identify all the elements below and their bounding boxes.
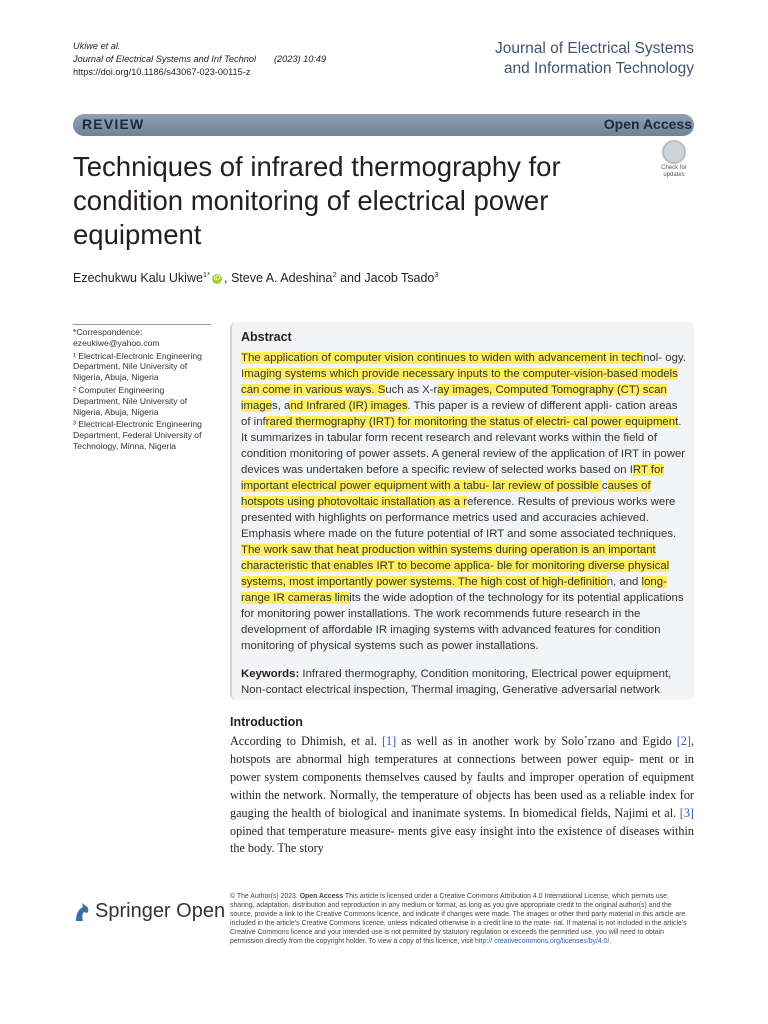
highlight: ay images, Computed Tomography (CT) scan image	[241, 384, 667, 412]
affiliation-2: ² Computer Engineering Department, Nile University of Nigeria, Abuja, Nigeria	[73, 384, 188, 417]
highlight: maging systems which provide necessary inputs to the computer-vision-based models can come in various ways. S	[241, 368, 678, 396]
correspondence-label: *Correspondence:	[73, 327, 143, 337]
keywords-label: Keywords:	[241, 668, 300, 680]
article-type-band	[73, 114, 694, 136]
highlight: The application of computer vision continues to widen with advancement in tech	[241, 352, 644, 364]
license-link[interactable]: http:// creativecommons.org/licenses/by/4.0/	[474, 938, 610, 946]
citation-link[interactable]: [1]	[381, 734, 397, 748]
check-updates-icon	[662, 140, 686, 164]
highlight: auses of hotspots using photovoltaic installation as a r	[241, 480, 651, 508]
journal-name: Journal of Electrical Systems and Information Technology	[495, 40, 694, 77]
article-title: Techniques of infrared thermography for condition monitoring of electrical power equipment	[73, 151, 561, 250]
orcid-icon[interactable]: iD	[213, 274, 221, 282]
volume: (2023) 10:49	[274, 54, 327, 64]
highlight: nd Infrared (IR) images	[290, 400, 408, 412]
highlight: possible	[556, 480, 602, 492]
affiliation-3: ³ Electrical-Electronic Engineering Department, Federal University of Technology, Minna, Nigeria	[73, 419, 202, 451]
citation-link[interactable]: [3]	[679, 805, 694, 820]
citation-link[interactable]: [2]	[676, 734, 691, 748]
author-list: Ezechukwu Kalu Ukiwe$^{1*}$ iD , Steve A. Adeshina$^2$ and Jacob Tsado$^3$	[73, 270, 439, 286]
abstract-text: The application of computer vision continues to widen with advancement in technol- ogy. Imaging systems which provide necessary inputs to the computer-vision-based models can come in various ways. Such as X-ray images, Computed Tomography (CT) scan images, and Infrared (IR) images. This paper is a review of different appli- cation areas of infrared thermography (IRT) for monitoring the status of electri- cal power equipment. It summarizes in tabular form recent research and relevant works within the field of condition monitoring of power assets. A general review of the application of IRT in power devices was undertaken before a specific review of selected works based on IRT for important electrical power equipment with a tabu- lar review of possible causes of hotspots using photovoltaic installation as a reference. Results of previous works were presented with highlights on performance metrics used and accuracies achieved. Emphasis where made on the future potential of IRT and some associated techniques. The work saw that heat production within systems during operation is an important characteristic that enables IRT to become applica- ble for monitoring diverse physical systems, most importantly power systems. The high cost of high-definition, and long-range IR cameras limits the wide adoption of the technology for its potential applications for monitoring power installations. The work recommends future research in the development of affordable IR imaging systems with advanced features for condition monitoring of physical systems such as power installations.	[241, 352, 686, 652]
author-2[interactable]: , Steve A. Adeshina	[224, 271, 333, 286]
section-heading-introduction: Introduction	[230, 715, 303, 729]
highlight: rared thermography (IRT) for monitoring the status of electri- cal power equipment	[265, 416, 679, 428]
check-for-updates-badge[interactable]: Check for updates	[654, 140, 694, 180]
keywords: Keywords: Infrared thermography, Condition monitoring, Electrical power equipment, Non-contact electrical inspection, Thermal imaging, Generative adversarial network	[241, 668, 672, 696]
license-statement: © The Author(s) 2023. Open Access This article is licensed under a Creative Commons Attribution 4.0 International License, which permits use, sharing, adaptation, distribution and reproduction in any medium or format, as long as you give appropriate credit to the original author(s) and the source, provide a link to the Creative Commons licence, and indicate if changes were made. The images or other third party material in this article are included in the article’s Creative Commons licence, unless indicated otherwise in a credit line to the mate- rial. If material is not included in the article’s Creative Commons licence and your intended use is not permitted by statutory regulation or exceeds the permitted use, you will need to obtain permission directly from the copyright holder. To view a copy of this licence, visit http:// creativecommons.org/licenses/by/4.0/.	[230, 893, 687, 946]
highlight: long-range IR cameras lim	[241, 576, 667, 604]
author-short: Ukiwe et al.	[73, 41, 121, 51]
article-type: REVIEW	[82, 116, 145, 132]
affiliations-sidebar	[73, 324, 211, 452]
publisher-logo: Springer Open	[73, 900, 225, 923]
author-3[interactable]: and Jacob Tsado	[336, 271, 435, 286]
author-1[interactable]: Ezechukwu Kalu Ukiwe	[73, 271, 203, 286]
abstract-heading: Abstract	[241, 330, 292, 344]
running-header	[73, 40, 326, 79]
highlight: The work saw that heat production within systems during operation is an important characteristic that enables IRT to become applica- ble for monitoring diverse physical systems, most importantly power systems. The high cost of high-definitio	[241, 544, 670, 588]
introduction-text: According to Dhimish, et al. [1] as well as in another work by Solo´rzano and Egido [2], hotspots are abnormal high temperatures at connections between power equip- ment or in power system components themselves caused by faults and improper operation of equipment within the network. Normally, the temperature of objects has been used as a reliable index for gauging the health of biological and inanimate systems. In biomedical fields, Najimi et al. [3] opined that temperature measure- ments give easy insight into the existence of diseases within the body. The story	[230, 734, 695, 856]
highlight: RT for important electrical power equipment with a tabu- lar review of	[241, 464, 665, 492]
correspondence-email[interactable]: ezeukiwe@yahoo.com	[73, 337, 160, 348]
abstract-box	[230, 322, 694, 700]
journal-abbrev: Journal of Electrical Systems and Inf Technol	[73, 54, 256, 64]
doi-link[interactable]: https://doi.org/10.1186/s43067-023-00115-z	[73, 67, 251, 77]
springer-horse-icon	[73, 901, 91, 923]
open-access-label: Open Access	[603, 116, 692, 132]
affiliation-1: ¹ Electrical-Electronic Engineering Department, Nile University of Nigeria, Abuja, Nigeria	[73, 350, 202, 383]
